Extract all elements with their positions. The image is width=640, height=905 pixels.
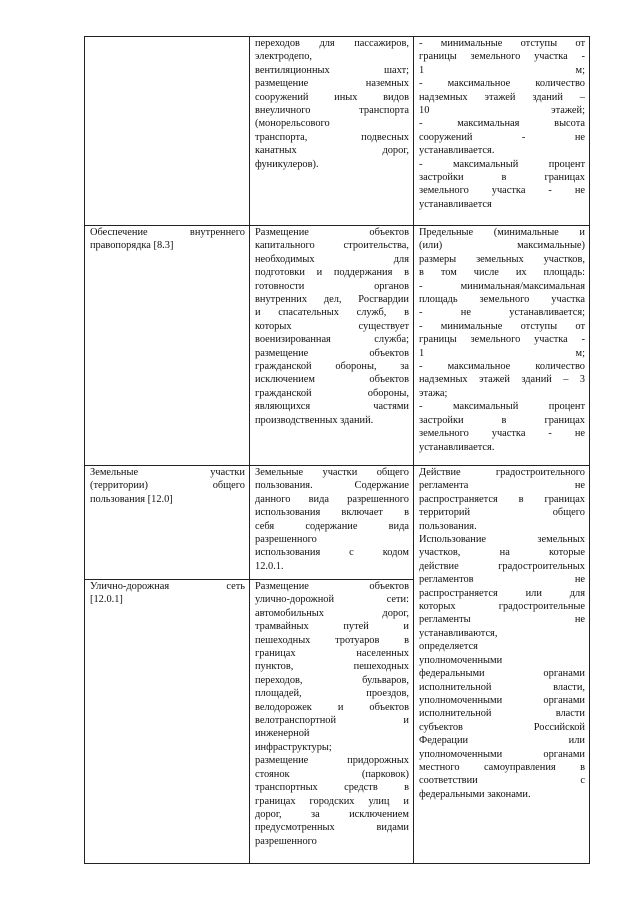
cell-text-line: использования с кодом [255, 547, 409, 559]
cell-text-line: (территории) общего [90, 480, 245, 492]
cell-text-line: Использование земельных [419, 534, 585, 546]
cell-text-line: исполнительной власти, [419, 681, 585, 693]
cell-text-line: размеры земельных участков, [419, 253, 585, 265]
cell-text-line: разрешенного [255, 534, 317, 546]
cell-text-line: Предельные (минимальные и [419, 227, 585, 238]
cell-text-line: велодорожек и объектов [255, 701, 409, 713]
cell-text-line: 1 м; [419, 64, 585, 76]
cell-text-line: размещение объектов [255, 347, 409, 359]
table-row [85, 37, 590, 226]
table-cell-use-name [85, 466, 250, 580]
cell-text-line: производственных зданий. [255, 414, 374, 426]
cell-text-line: переходов для пассажиров, [255, 38, 409, 49]
cell-text-line: уполномоченными органами [419, 748, 585, 760]
cell-text-line: которых градостроительные [419, 601, 585, 613]
cell-text-line: данного вида разрешенного [255, 493, 409, 505]
cell-text-line: соответствии с [419, 775, 585, 787]
cell-text-line: сооружений - не [419, 131, 585, 143]
cell-text-line: федеральными законами. [419, 788, 531, 800]
cell-text-line: внутренних дел, Росгвардии [255, 294, 409, 306]
table-cell-use-name [85, 580, 250, 864]
cell-text-line: размещение придорожных [255, 755, 409, 767]
cell-text-line: Обеспечение внутреннего [90, 227, 245, 238]
cell-text-line: уполномоченными [419, 654, 503, 666]
cell-text-line: площадей, проездов, [255, 688, 409, 700]
cell-text-line: в том числе их площадь: [419, 267, 585, 279]
cell-text-line: велотранспортной и [255, 715, 409, 727]
cell-text-line: электродепо, [255, 51, 312, 63]
table-cell-use-name [85, 37, 250, 226]
cell-text-line: 12.0.1. [255, 560, 284, 572]
table-cell-parameters [414, 226, 590, 466]
cell-text-line: распространяется или для [419, 587, 585, 599]
cell-text-line: застройки в границах [419, 414, 585, 426]
cell-text-line: надземных этажей зданий – 3 [419, 374, 585, 386]
cell-text-line: инфраструктуры; [255, 741, 332, 753]
cell-text-line: регламента не [419, 480, 585, 492]
cell-text-line: [12.0.1] [90, 594, 123, 606]
cell-text-line: готовности органов [255, 280, 409, 292]
cell-text-line: (или) максимальные) [419, 240, 585, 252]
cell-text-line: переходов, бульваров, [255, 674, 409, 686]
cell-text-line: являющихся частями [255, 401, 409, 413]
cell-text-line: границы земельного участка - [419, 51, 585, 63]
cell-text-line: подготовки и поддержания в [255, 267, 409, 279]
cell-text-line: границах городских улиц и [255, 795, 409, 807]
cell-text-line: капитального строительства, [255, 240, 409, 252]
cell-text-line: Действие градостроительного [419, 467, 585, 478]
cell-text-line: и спасательных служб, в [255, 307, 409, 319]
cell-text-line: которых существует [255, 320, 409, 332]
cell-text-line: Земельные участки общего [255, 467, 409, 478]
cell-text-line: необходимых для [255, 253, 409, 265]
cell-text-line: - минимальные отступы от [419, 320, 585, 332]
cell-text-line: военизированная служба; [255, 334, 409, 346]
table-cell-use-description [250, 37, 414, 226]
cell-text-line: трамвайных путей и [255, 621, 409, 633]
cell-text-line: 1 м; [419, 347, 585, 359]
cell-text-line: - максимальное количество [419, 361, 585, 373]
table-cell-use-description [250, 580, 414, 864]
cell-text-line: земельного участка - не [419, 185, 585, 197]
cell-text-line: определяется [419, 641, 478, 653]
cell-text-line: вентиляционных шахт; [255, 64, 409, 76]
cell-text-line: уполномоченными органами [419, 694, 585, 706]
cell-text-line: использования включает в [255, 507, 409, 519]
cell-text-line: гражданской обороны, [255, 387, 409, 399]
cell-text-line: - максимальный процент [419, 158, 585, 170]
cell-text-line: - минимальные отступы от [419, 38, 585, 49]
table-row [85, 466, 590, 580]
table-cell-parameters [414, 466, 590, 864]
table-cell-use-description [250, 466, 414, 580]
cell-text-line: регламентов не [419, 574, 585, 586]
cell-text-line: субъектов Российской [419, 721, 585, 733]
cell-text-line: пользования. [419, 520, 477, 532]
regulations-table [84, 36, 590, 864]
cell-text-line: действие градостроительных [419, 560, 585, 572]
cell-text-line: устанавливается [419, 198, 492, 210]
cell-text-line: исключением объектов [255, 374, 409, 386]
cell-text-line: - максимальная высота [419, 118, 585, 130]
cell-text-line: разрешенного [255, 835, 317, 847]
cell-text-line: исполнительной власти [419, 708, 585, 720]
cell-text-line: Размещение объектов [255, 581, 409, 592]
cell-text-line: Улично-дорожная сеть [90, 581, 245, 592]
cell-text-line: Земельные участки [90, 467, 245, 478]
cell-text-line: устанавливается. [419, 441, 495, 453]
cell-text-line: сооружений иных видов [255, 91, 409, 103]
cell-text-line: пользования [12.0] [90, 493, 173, 505]
cell-text-line: автомобильных дорог, [255, 607, 409, 619]
cell-text-line: - минимальная/максимальная [419, 280, 585, 292]
cell-text-line: территорий общего [419, 507, 585, 519]
cell-text-line: дорог, за исключением [255, 808, 409, 820]
cell-text-line: (монорельсового [255, 118, 330, 130]
cell-text-line: местного самоуправления в [419, 761, 585, 773]
cell-text-line: - максимальное количество [419, 78, 585, 90]
cell-text-line: надземных этажей зданий – [419, 91, 585, 103]
cell-text-line: правопорядка [8.3] [90, 240, 174, 252]
cell-text-line: гражданской обороны, за [255, 361, 409, 373]
cell-text-line: Федерации или [419, 735, 585, 747]
cell-text-line: Размещение объектов [255, 227, 409, 238]
cell-text-line: пользования. Содержание [255, 480, 409, 492]
cell-text-line: - не устанавливается; [419, 307, 585, 319]
cell-text-line: участков, на которые [419, 547, 585, 559]
cell-text-line: инженерной [255, 728, 310, 740]
cell-text-line: 10 этажей; [419, 105, 585, 117]
cell-text-line: - максимальный процент [419, 401, 585, 413]
table-cell-use-name [85, 226, 250, 466]
cell-text-line: пешеходных тротуаров в [255, 634, 409, 646]
cell-text-line: пунктов, пешеходных [255, 661, 409, 673]
cell-text-line: федеральными органами [419, 668, 585, 680]
table-row [85, 226, 590, 466]
cell-text-line: площадь земельного участка [419, 294, 585, 306]
cell-text-line: размещение наземных [255, 78, 409, 90]
cell-text-line: канатных дорог, [255, 145, 409, 157]
cell-text-line: стоянок (парковок) [255, 768, 409, 780]
table-cell-parameters [414, 37, 590, 226]
cell-text-line: распространяется в границах [419, 493, 585, 505]
table-cell-use-description [250, 226, 414, 466]
cell-text-line: границах населенных [255, 648, 409, 660]
cell-text-line: транспорта, подвесных [255, 131, 409, 143]
cell-text-line: границы земельного участка - [419, 334, 585, 346]
cell-text-line: фуникулеров). [255, 158, 319, 170]
cell-text-line: предусмотренных видами [255, 822, 409, 834]
cell-text-line: транспортных средств в [255, 782, 409, 794]
cell-text-line: устанавливается. [419, 145, 495, 157]
cell-text-line: себя содержание вида [255, 520, 409, 532]
cell-text-line: регламенты не [419, 614, 585, 626]
cell-text-line: земельного участка - не [419, 428, 585, 440]
cell-text-line: улично-дорожной сети: [255, 594, 409, 606]
cell-text-line: застройки в границах [419, 172, 585, 184]
cell-text-line: устанавливаются, [419, 627, 498, 639]
cell-text-line: внеуличного транспорта [255, 105, 409, 117]
cell-text-line: этажа; [419, 387, 448, 399]
